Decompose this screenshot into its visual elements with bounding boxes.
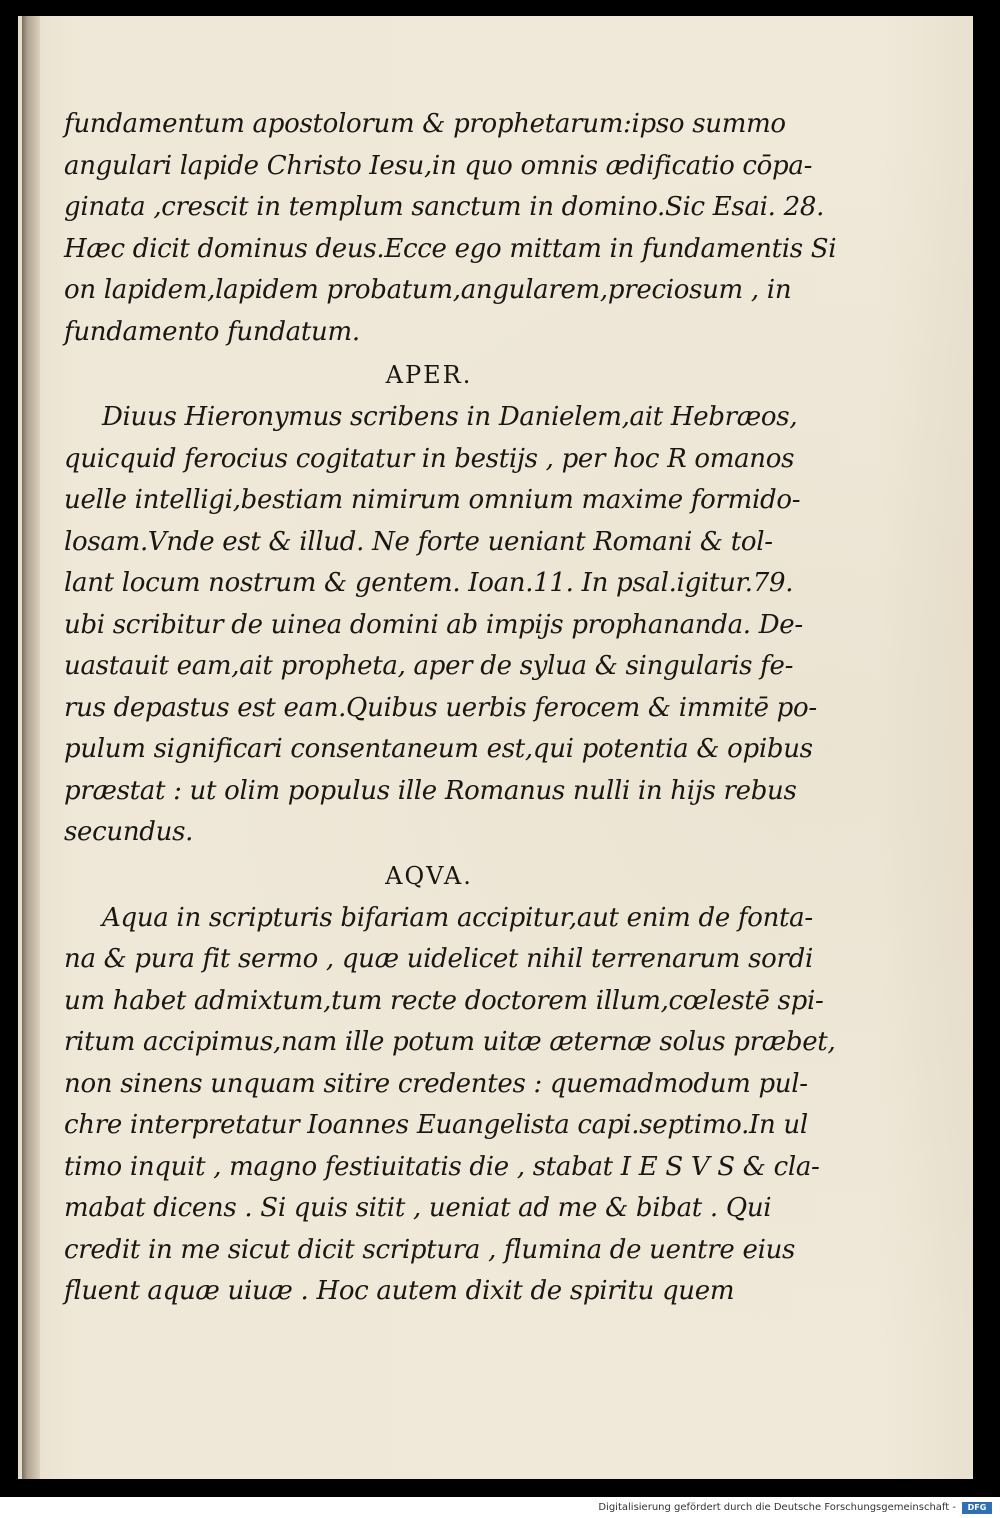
text-line: rus depastus est eam.Quibus uerbis ferocem & immitē po-: [64, 692, 817, 723]
text-line: on lapidem,lapidem probatum,angularem,preciosum , in: [64, 275, 792, 305]
text-line: ubi scribitur de uinea domini ab impijs prophananda. De-: [64, 609, 803, 640]
text-line: fluent aquæ uiuæ . Hoc autem dixit de spiritu quem: [64, 1276, 735, 1306]
text-line: losam.Vnde est & illud. Ne forte ueniant Romani & tol-: [64, 526, 773, 557]
text-line: angulari lapide Christo Iesu,in quo omnis ædificatio cōpa-: [64, 150, 813, 181]
text-line: lant locum nostrum & gentem. Ioan.11. In psal.igitur.79.: [64, 568, 794, 598]
section-heading-aper: APER.: [385, 361, 473, 389]
text-line: præstat : ut olim populus ille Romanus nulli in hijs rebus: [64, 775, 797, 806]
text-line: um habet admixtum,tum recte doctorem illum,cœlestē spi-: [64, 985, 824, 1016]
text-line: secundus.: [64, 817, 194, 847]
text-line: ritum accipimus,nam ille potum uitæ æternæ solus præbet,: [64, 1027, 836, 1057]
text-line: mabat dicens . Si quis sitit , ueniat ad me & bibat . Qui: [64, 1193, 772, 1223]
section-heading-aqua: AQVA.: [385, 861, 473, 890]
text-line: timo inquit , magno festiuitatis die , stabat I E S V S & cla-: [64, 1151, 820, 1182]
text-line: fundamentum apostolorum & prophetarum:ipso summo: [64, 109, 786, 139]
text-line: credit in me sicut dicit scriptura , flumina de uentre eius: [64, 1234, 796, 1265]
text-block: [64, 104, 837, 1313]
text-line: ginata ,crescit in templum sanctum in domino.Sic Esai. 28.: [64, 192, 825, 222]
text-line: Hæc dicit dominus deus.Ecce ego mittam in fundamentis Si: [64, 233, 837, 264]
text-line: quicquid ferocius cogitatur in bestijs , per hoc R omanos: [64, 443, 795, 474]
text-line: na & pura fit sermo , quæ uidelicet nihil terrenarum sordi: [64, 944, 813, 974]
text-line: uastauit eam,ait propheta, aper de sylua & singularis fe-: [64, 651, 794, 681]
text-line: non sinens unquam sitire credentes : quemadmodum pul-: [64, 1068, 808, 1099]
page-gutter-shadow: [22, 16, 40, 1479]
text-line: Aqua in scripturis bifariam accipitur,aut enim de fonta-: [102, 902, 813, 933]
text-line: fundamento fundatum.: [64, 316, 360, 347]
footer-credit: Digitalisierung gefördert durch die Deutsche Forschungsgemeinschaft -: [598, 1502, 956, 1513]
text-line: uelle intelligi,bestiam nimirum omnium maxime formido-: [64, 485, 801, 515]
dfg-logo-icon: DFG: [962, 1502, 992, 1514]
text-line: chre interpretatur Ioannes Euangelista capi.septimo.In ul: [64, 1110, 808, 1140]
text-line: Diuus Hieronymus scribens in Danielem,ait Hebræos,: [102, 402, 798, 432]
text-line: pulum significari consentaneum est,qui potentia & opibus: [64, 734, 813, 764]
